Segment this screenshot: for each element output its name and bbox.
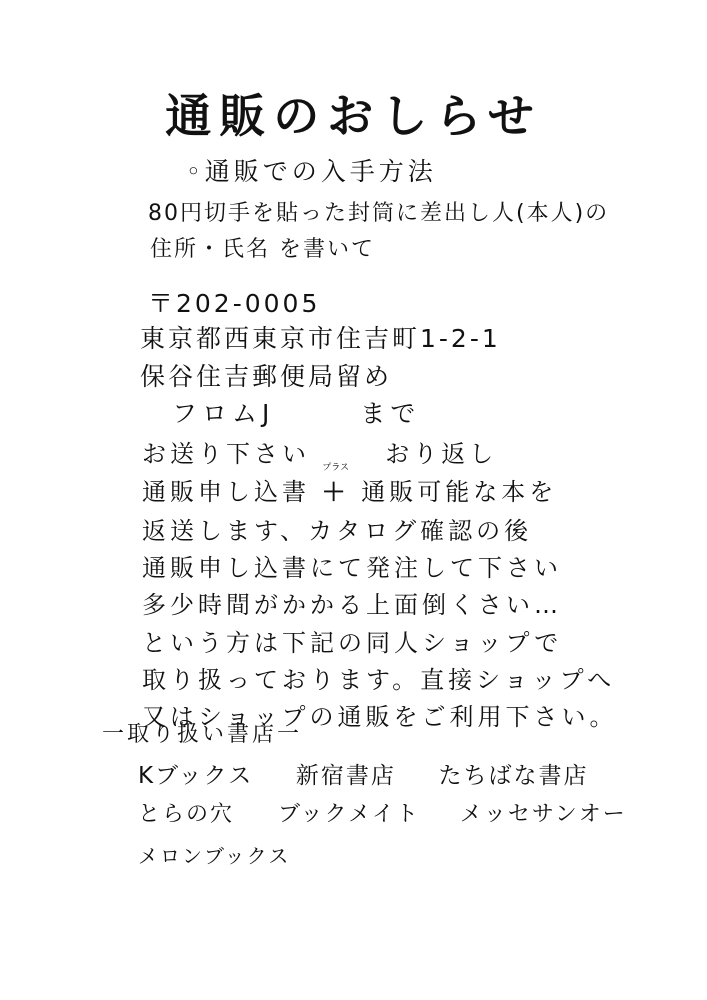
how-to-heading: ◦通販での入手方法 [186, 157, 437, 186]
shops-row-3 [138, 840, 290, 869]
shops-row-2 [138, 797, 627, 828]
body-line-5: 多少時間がかかる上面倒くさい… [142, 591, 562, 619]
address-line-2: 保谷住吉郵便局留め [140, 362, 393, 391]
plus-mark [321, 463, 350, 507]
postal-code: 〒202-0005 [148, 289, 321, 318]
shop-item: Kブックス [138, 763, 254, 789]
body-line-3: 返送します、カタログ確認の後 [142, 517, 533, 545]
address-line-1: 東京都西東京市住吉町1-2-1 [140, 324, 501, 353]
body-line-4: 通販申し込書にて発注して下さい [142, 554, 562, 582]
shop-item: メッセサンオー [459, 802, 627, 827]
body-line-7: 取り扱っております。直接ショップへ [142, 666, 616, 694]
shops-row-1 [138, 757, 589, 790]
body-line-1 [142, 434, 497, 469]
shop-item: とらの穴 [138, 802, 235, 827]
address-recipient-line [172, 394, 420, 430]
page-title: 通販のおしらせ [165, 89, 542, 143]
body-line-6: という方は下記の同人ショップで [142, 629, 563, 657]
plus-sign: ＋ [321, 478, 350, 506]
recipient-made: まで [360, 399, 421, 428]
shop-item: ブックメイト [278, 802, 420, 827]
body-line-2a: 通販申し込書 [142, 478, 310, 506]
how-to-line-1: 80円切手を貼った封筒に差出し人(本人)の [148, 201, 610, 226]
body-line-2b: 通販可能な本を [361, 478, 558, 506]
shop-item: 新宿書店 [295, 763, 396, 789]
shop-item: メロンブックス [138, 844, 291, 868]
recipient-name: フロムJ [172, 399, 275, 428]
shops-heading: 一取り扱い書店一 [102, 722, 303, 747]
body-line-1b: おり返し [385, 440, 498, 468]
plus-ruby: プラス [322, 463, 350, 473]
body-line-1a: お送り下さい [142, 440, 310, 468]
body-line-8: 又はショップの通販をご利用下さい。 [142, 703, 618, 731]
shop-item: たちばな書店 [438, 763, 589, 789]
body-line-2 [142, 463, 558, 507]
how-to-line-2: 住所・氏名 を書いて [150, 237, 375, 262]
